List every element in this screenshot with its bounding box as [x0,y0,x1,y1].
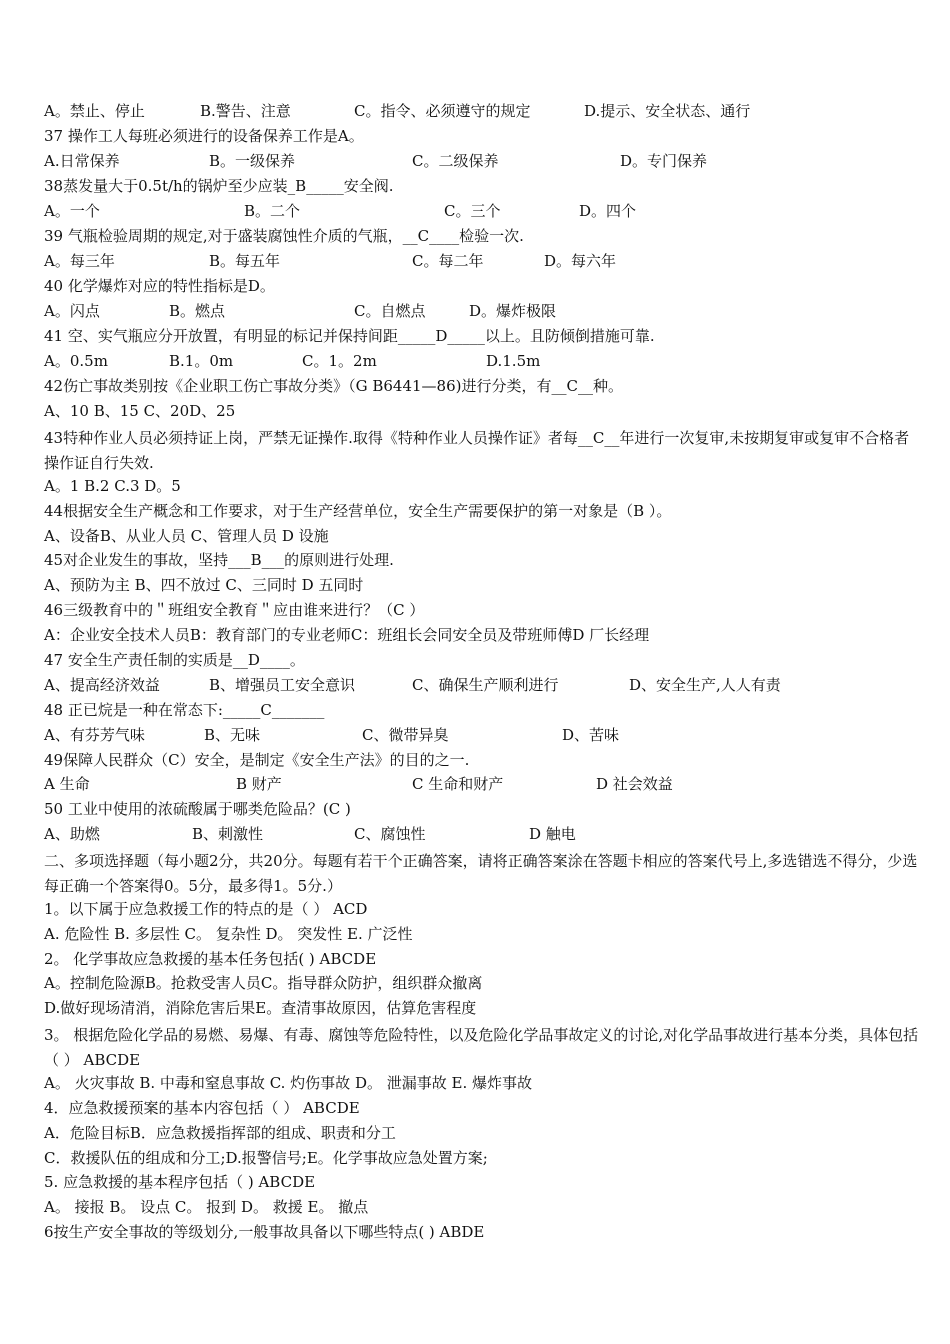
option-b: B 财产 [236,775,282,793]
option-b: B。每五年 [209,252,281,270]
question-line: 49保障人民群众（C）安全，是制定《安全生产法》的目的之一. [44,751,470,769]
answer-line: A、10 B、15 C、20D、25 [44,402,236,420]
question-line: 45对企业发生的事故，坚持___B___的原则进行处理. [44,551,394,569]
option-b: B、增强员工安全意识 [209,676,356,694]
option-a: A 生命 [44,775,90,793]
option-b: B。二个 [244,202,301,220]
option-c: C、微带异臭 [362,726,449,744]
option-a: A。一个 [44,202,100,220]
question-line: 43特种作业人员必须持证上岗，严禁无证操作.取得《特种作业人员操作证》者每__C__年进行一次复审,未按期复审或复审不合格者操作证自行失效. [44,429,910,472]
option-d: D 触电 [529,825,576,843]
question-line: 39 气瓶检验周期的规定,对于盛装腐蚀性介质的气瓶，__C____检验一次. [44,227,524,245]
option-d: D 社会效益 [596,775,673,793]
question-line: 37 操作工人每班必须进行的设备保养工作是A。 [44,127,364,145]
question-line: 40 化学爆炸对应的特性指标是D。 [44,277,275,295]
question-line: 4．应急救援预案的基本内容包括（ ） ABCDE [44,1099,360,1117]
question-line: 6按生产安全事故的等级划分,一般事故具备以下哪些特点( ) ABDE [44,1223,485,1241]
answer-line: A：企业安全技术人员B：教育部门的专业老师C：班组长会同安全员及带班师傅D 厂长经理 [44,626,650,644]
option-d: D。专门保养 [620,152,708,170]
question-line: 1。以下属于应急救援工作的特点的是（ ） ACD [44,900,368,918]
answer-line: C．救援队伍的组成和分工;D.报警信号;E。化学事故应急处置方案; [44,1149,488,1167]
option-d: D.提示、安全状态、通行 [584,102,751,120]
option-c: C。每二年 [412,252,484,270]
question-line: 5. 应急救援的基本程序包括（ ) ABCDE [44,1173,316,1191]
option-d: D。爆炸极限 [469,302,557,320]
option-d: D。四个 [579,202,637,220]
option-b: B.警告、注意 [200,102,291,120]
option-a: A。闪点 [44,302,100,320]
option-b: B、无味 [204,726,261,744]
option-a: A.日常保养 [44,152,120,170]
option-d: D.1.5m [486,352,541,370]
option-c: C。二级保养 [412,152,499,170]
option-d: D、苦味 [562,726,620,744]
question-line: 48 正已烷是一种在常态下:_____C_______ [44,701,325,719]
answer-line: D.做好现场清消，消除危害后果E。查清事故原因，估算危害程度 [44,999,477,1017]
option-b: B。一级保养 [209,152,296,170]
question-line: 38蒸发量大于0.5t/h的锅炉至少应装_B_____安全阀. [44,177,394,195]
question-line: 2。 化学事故应急救援的基本任务包括( ) ABCDE [44,950,377,968]
option-b: B、刺激性 [192,825,264,843]
question-line: 47 安全生产责任制的实质是__D____。 [44,651,305,669]
option-c: C 生命和财产 [412,775,504,793]
option-c: C、确保生产顺利进行 [412,676,559,694]
section-heading: 二、多项选择题（每小题2分，共20分。每题有若干个正确答案，请将正确答案涂在答题卡相应的答案代号上,多选错选不得分，少选每正确一个答案得0。5分，最多得1。5分.） [44,852,918,895]
option-a: A、助燃 [44,825,100,843]
option-c: C。自燃点 [354,302,426,320]
option-d: D。每六年 [544,252,617,270]
option-a: A、提高经济效益 [44,676,160,694]
option-d: D、安全生产,人人有责 [629,676,781,694]
answer-line: A、预防为主 B、四不放过 C、三同时 D 五同时 [44,576,364,594]
option-a: A。每三年 [44,252,115,270]
option-a: A、有芬芳气味 [44,726,145,744]
answer-line: A。1 B.2 C.3 D。5 [44,477,181,495]
option-a: A。0.5m [44,352,108,370]
answer-line: A。控制危险源B。抢救受害人员C。指导群众防护，组织群众撤离 [44,974,483,992]
option-c: C。三个 [444,202,501,220]
answer-line: A、设备B、从业人员 C、管理人员 D 设施 [44,527,329,545]
answer-line: A。 接报 B。 设点 C。 报到 D。 救援 E。 撤点 [44,1198,369,1216]
option-b: B.1。0m [169,352,234,370]
option-b: B。燃点 [169,302,226,320]
question-line: 50 工业中使用的浓硫酸属于哪类危险品？(C ) [44,800,351,818]
answer-line: A。 火灾事故 B. 中毒和窒息事故 C. 灼伤事故 D。 泄漏事故 E. 爆炸事故 [44,1074,532,1092]
option-c: C。1。2m [302,352,377,370]
question-line: 44根据安全生产概念和工作要求，对于生产经营单位，安全生产需要保护的第一对象是（B ）。 [44,502,672,520]
option-c: C、腐蚀性 [354,825,426,843]
option-c: C。指令、必须遵守的规定 [354,102,531,120]
question-line: 41 空、实气瓶应分开放置，有明显的标记并保持间距_____D_____以上。且防倾倒措施可靠. [44,327,655,345]
question-line: 3。 根据危险化学品的易燃、易爆、有毒、腐蚀等危险特性，以及危险化学品事故定义的讨论,对化学品事故进行基本分类，具体包括（ ） ABCDE [44,1026,919,1069]
answer-line: A. 危险性 B. 多层性 C。 复杂性 D。 突发性 E. 广泛性 [44,925,413,943]
question-line: 42伤亡事故类别按《企业职工伤亡事故分类》（G B6441—86)进行分类，有__C__种。 [44,377,623,395]
answer-line: A．危险目标B．应急救援指挥部的组成、职责和分工 [44,1124,396,1142]
option-a: A。禁止、停止 [44,102,145,120]
question-line: 46三级教育中的＂班组安全教育＂应由谁来进行？（C ） [44,601,425,619]
